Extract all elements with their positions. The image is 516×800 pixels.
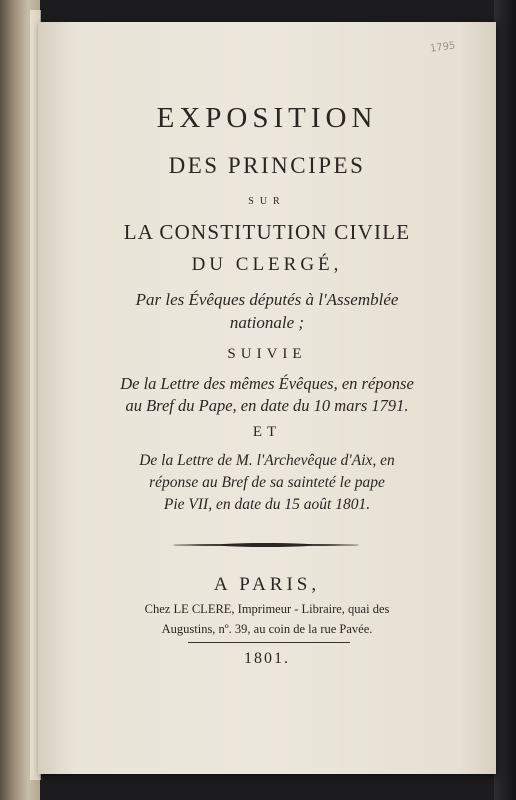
title-line-principes: DES PRINCIPES [168,153,366,178]
subtitle-line-nationale: nationale ; [229,313,305,332]
subtitle-line-lettre: De la Lettre des mêmes Évêques, en réponse [120,374,414,393]
title-line-et: ET [252,424,282,440]
title-line-exposition: EXPOSITION [156,102,378,134]
imprint-year: 1801. [244,650,290,667]
imprint-line-address: Augustins, nº. 39, au coin de la rue Pavée. [161,622,373,636]
subtitle-line-reponse: réponse au Bref de sa sainteté le pape [149,474,385,491]
title-line-clerge: DU CLERGÉ, [191,254,343,275]
ornamental-rule-center [218,543,314,547]
subtitle-line-pie: Pie VII, en date du 15 août 1801. [163,496,371,513]
imprint-rule [188,642,350,643]
subtitle-line-archeveque: De la Lettre de M. l'Archevêque d'Aix, en [139,452,395,469]
title-page [38,22,496,774]
imprint-city: A PARIS, [213,574,321,595]
title-line-suivie: SUIVIE [227,346,307,362]
title-line-constitution: LA CONSTITUTION CIVILE [123,220,411,244]
subtitle-line-bref: au Bref du Pape, en date du 10 mars 1791. [125,396,409,415]
title-line-sur: SUR [248,196,286,207]
imprint-line-publisher: Chez LE CLERE, Imprimeur - Libraire, quai des [144,602,390,616]
pencil-note: 1795 [429,40,457,55]
background-edge [494,0,516,800]
subtitle-line-eveques: Par les Évêques députés à l'Assemblée [135,290,399,309]
